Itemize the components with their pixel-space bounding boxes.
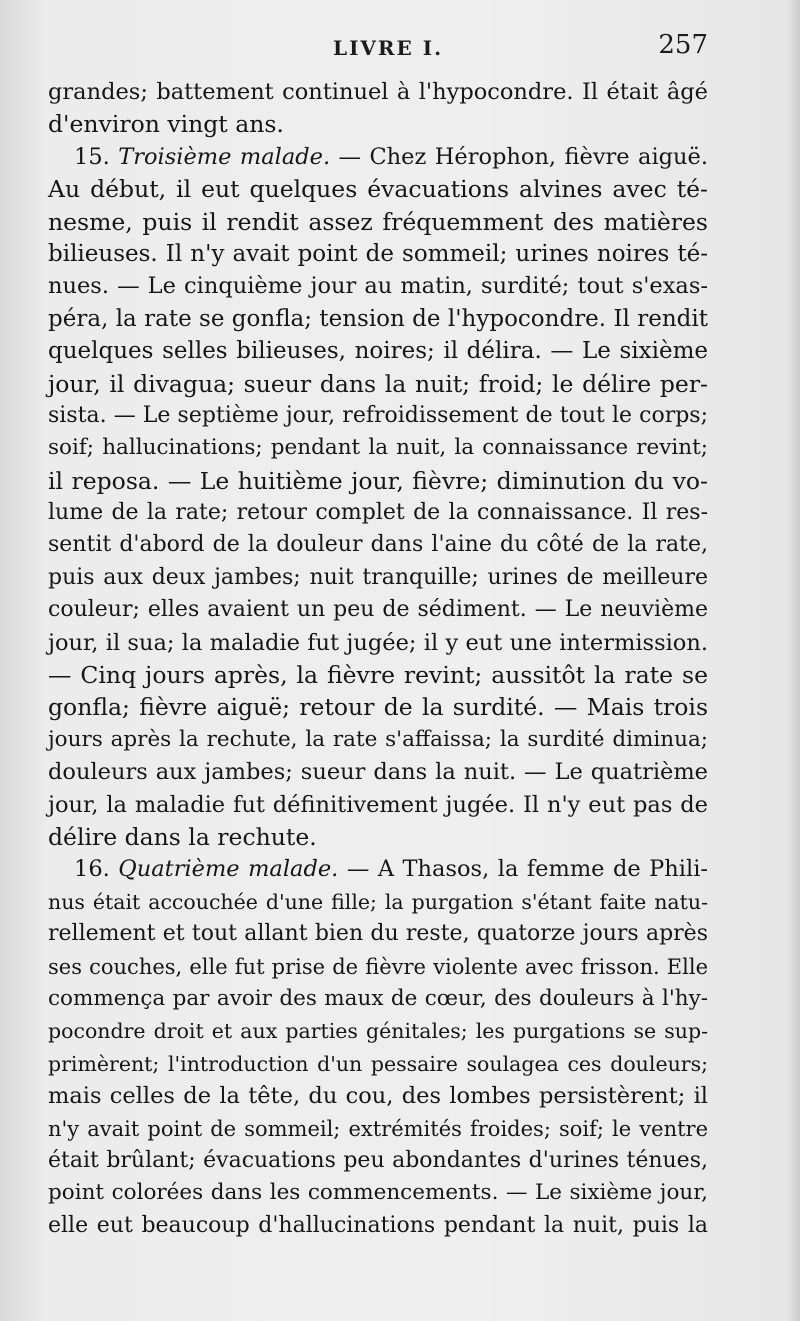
running-title: LIVRE I. <box>333 36 444 60</box>
text-line: bilieuses. Il n'y avait point de sommeil; urines noires té- <box>48 240 708 267</box>
section-heading-line <box>48 141 708 173</box>
text-line: péra, la rate se gonfla; tension de l'hypocondre. Il rendit <box>48 305 708 332</box>
text-line: elle eut beaucoup d'hallucinations pendant la nuit, puis la <box>48 1212 708 1238</box>
text-line: sista. — Le septième jour, refroidissement de tout le corps; <box>48 402 708 428</box>
section-lead-text: — A Thasos, la femme de Phili- <box>346 856 708 883</box>
text-line: point colorées dans les commencements. — Le sixième jour, <box>48 1180 708 1206</box>
text-line: n'y avait point de sommeil; extrémités froides; soif; le ventre <box>48 1116 708 1141</box>
text-line: jour, la maladie fut définitivement jugée. Il n'y eut pas de <box>48 791 708 818</box>
section-number: 16. <box>74 856 110 883</box>
text-line: jours après la rechute, la rate s'affaissa; la surdité diminua; <box>48 726 708 752</box>
page-edge-shadow <box>786 0 800 1321</box>
text-line: était brûlant; évacuations peu abondantes d'urines ténues, <box>48 1147 708 1173</box>
text-line: pocondre droit et aux parties génitales; les purgations se sup- <box>48 1019 708 1044</box>
text-line: mais celles de la tête, du cou, des lombes persistèrent; il <box>48 1083 708 1110</box>
text-line: délire dans la rechute. <box>48 822 317 851</box>
page-header <box>48 30 708 70</box>
text-line: commença par avoir des maux de cœur, des douleurs à l'hy- <box>48 985 708 1011</box>
text-line: gonfla; fièvre aiguë; retour de la surdité. — Mais trois <box>48 693 708 722</box>
text-line: douleurs aux jambes; sueur dans la nuit. — Le quatrième <box>48 759 708 786</box>
text-line: primèrent; l'introduction d'un pessaire soulagea ces douleurs; <box>48 1051 708 1076</box>
text-line: jour, il sua; la maladie fut jugée; il y eut une intermission. <box>48 629 708 656</box>
section-lead-text: — Chez Hérophon, fièvre aiguë. <box>338 143 709 170</box>
text-line: Au début, il eut quelques évacuations alvines avec té- <box>48 175 708 204</box>
text-line: nues. — Le cinquième jour au matin, surdité; tout s'exas- <box>48 273 708 300</box>
text-line: puis aux deux jambes; nuit tranquille; urines de meilleure <box>48 564 708 590</box>
text-line: soif; hallucinations; pendant la nuit, la connaissance revint; <box>48 435 708 461</box>
text-line: d'environ vingt ans. <box>48 110 284 139</box>
text-line: nesme, puis il rendit assez fréquemment des matières <box>48 207 708 236</box>
text-line: nus était accouchée d'une fille; la purgation s'étant faite natu- <box>48 889 708 914</box>
section-title: Troisième malade. <box>118 143 331 170</box>
text-line: — Cinq jours après, la fièvre revint; aussitôt la rate se <box>48 661 708 690</box>
text-line: ses couches, elle fut prise de fièvre violente avec frisson. Elle <box>48 954 708 979</box>
section-title: Quatrième malade. <box>118 856 339 883</box>
text-line: grandes; battement continuel à l'hypocondre. Il était âgé <box>48 79 708 105</box>
text-line: rellement et tout allant bien du reste, quatorze jours après <box>48 921 708 947</box>
body-text <box>48 76 708 1242</box>
text-line: couleur; elles avaient un peu de sédiment. — Le neuvième <box>48 597 708 623</box>
page-number: 257 <box>658 30 708 60</box>
section-number: 15. <box>74 143 110 170</box>
text-line: lume de la rate; retour complet de la connaissance. Il res- <box>48 500 708 526</box>
text-line: sentit d'abord de la douleur dans l'aine du côté de la rate, <box>48 532 708 558</box>
section-heading-line <box>48 853 708 885</box>
text-line: jour, il divagua; sueur dans la nuit; froid; le délire per- <box>48 369 708 398</box>
text-line: quelques selles bilieuses, noires; il délira. — Le sixième <box>48 338 708 365</box>
text-line: il reposa. — Le huitième jour, fièvre; diminution du vo- <box>48 466 708 495</box>
